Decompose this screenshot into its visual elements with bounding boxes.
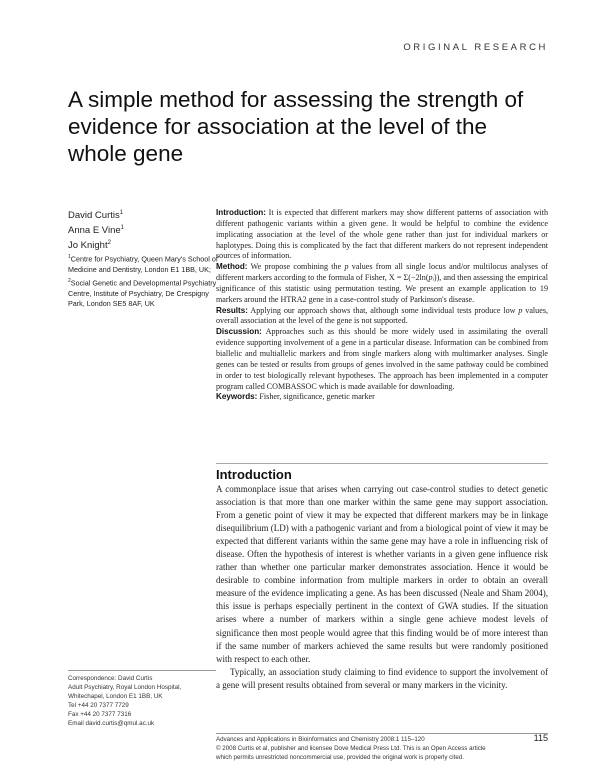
correspondence-email[interactable]: Email david.curtis@qmul.ac.uk — [68, 720, 155, 727]
correspondence-address: Whitechapel, London E1 1BB, UK — [68, 693, 163, 700]
affiliation-text: Centre for Psychiatry, Queen Mary's School of Medicine and Dentistry, London E1 1BB, UK; — [68, 254, 218, 274]
abstract-label: Keywords: — [216, 392, 258, 402]
introduction-body — [216, 483, 548, 692]
abstract-text: values, overall association at the level of the gene is not supported. — [216, 305, 548, 326]
abstract-text: It is expected that different markers may show different patterns of association with different pathogenic variants within a given gene. It would be helpful to combine the evidence implicating association at the level of the whole gene rather than just for individual markers or haplotypes. Doing this is complicated by the fact that different markers do not represent independent sources of information. — [216, 208, 548, 261]
author-list — [68, 207, 213, 252]
correspondence-name: Correspondence: David Curtis — [68, 675, 153, 682]
abstract-label: Method: — [216, 262, 248, 272]
correspondence-phone: Tel +44 20 7377 7729 — [68, 702, 129, 709]
abstract-text: Applying our approach shows that, although some individual tests produce low — [247, 305, 519, 315]
abstract-label: Introduction: — [216, 208, 266, 217]
abstract-text: We propose combining the — [247, 262, 345, 272]
correspondence-fax: Fax +44 20 7377 7316 — [68, 711, 132, 718]
affiliation-mark: 2 — [68, 277, 71, 284]
section-label: ORIGINAL RESEARCH — [403, 42, 548, 53]
page-number: 115 — [533, 733, 548, 743]
affiliations — [68, 252, 218, 310]
author — [68, 222, 213, 237]
copyright-notice: © 2008 Curtis et al, publisher and licensee Dove Medical Press Ltd. This is an Open Access article — [216, 744, 486, 752]
author-affiliation-mark: 2 — [107, 240, 111, 247]
license-notice: which permits unrestricted noncommercial use, provided the original work is properly cited. — [216, 753, 464, 761]
author-name: David Curtis — [68, 210, 120, 222]
affiliation-text: Social Genetic and Developmental Psychiatry Centre, Institute of Psychiatry, De Crespigny Park, London SE5 8AF, UK — [68, 277, 217, 309]
section-heading-introduction: Introduction — [216, 463, 548, 482]
author-name: Jo Knight — [68, 240, 108, 252]
correspondence-block — [68, 670, 216, 728]
abstract-method — [216, 262, 548, 305]
abstract-text: Fisher, significance, genetic marker — [257, 392, 375, 402]
abstract-text: Approaches such as this should be more widely used in assimilating the overall evidence supporting involvement of a gene in a particular disease. Information can be combined from biallelic and multiallelic markers and from single markers along with multimarker analyses. Single genes can be tested or results from groups of genes involved in the same pathway could be combined in order to test biologically relevant hypotheses. The approach has been implemented in a computer program called COMBASSOC which is made available for downloading. — [216, 327, 548, 391]
abstract-italic: p — [518, 305, 523, 315]
abstract-results — [216, 306, 548, 328]
paragraph: A commonplace issue that arises when carrying out case-control studies to detect genetic association is that more than one marker within the same gene may support association. From a genetic point of view it may be expected that different markers may be in linkage disequilibrium (LD) with a pathogenic variant and from a biological point of view it may be expected that different variants within the same gene may have a role in influencing risk of disease. Often the hypothesis of interest is whether variants in a given gene influence risk rather than whether one particular marker demonstrates association. Hence it would be desirable to combine information from multiple markers in order to obtain an overall measure of the evidence implicating a gene. As has been discussed (Neale and Sham 2004), this issue is perhaps especially pertinent in the context of GWA studies. If the situation arises where a number of markers within a single gene achieve modest levels of significance then most people would agree that this finding would be of more interest than if the same number of markers achieved the same results but were randomly positioned with respect to each other. — [216, 484, 548, 664]
affiliation-mark: 1 — [68, 254, 71, 260]
abstract-keywords — [216, 392, 548, 403]
page-footer — [216, 733, 548, 762]
author-name: Anna E Vine — [68, 225, 121, 237]
abstract-discussion — [216, 327, 548, 392]
journal-citation: Advances and Applications in Bioinformatics and Chemistry 2008:1 115–120 — [216, 736, 425, 743]
abstract-italic: p — [428, 273, 433, 283]
author — [68, 207, 213, 222]
abstract-label: Discussion: — [216, 327, 262, 337]
author-affiliation-mark: 1 — [120, 225, 124, 232]
abstract — [216, 208, 548, 403]
abstract-italic: p — [344, 262, 349, 272]
author — [68, 237, 213, 252]
abstract-text: values from all single locus and/or multilocus analyses of different markers according to the formula of Fisher, X = Σ(−2ln( — [216, 262, 549, 283]
correspondence-address: Adult Psychiatry, Royal London Hospital, — [68, 684, 182, 691]
abstract-introduction — [216, 208, 548, 262]
abstract-label: Results: — [216, 305, 248, 315]
author-affiliation-mark: 1 — [119, 210, 124, 216]
article-title: A simple method for assessing the strength of evidence for association at the level of the whole gene — [68, 87, 524, 166]
paragraph: Typically, an association study claiming to find evidence to support the involvement of a gene will present results obtained from several or many markers in the vicinity. — [216, 666, 548, 690]
abstract-text: ᵢ)), and then assessing the empirical significance of this statistic using permutation testing. We present an example application to 19 markers around the HTRA2 gene in a case-control study of Parkinson's disease. — [216, 273, 548, 304]
